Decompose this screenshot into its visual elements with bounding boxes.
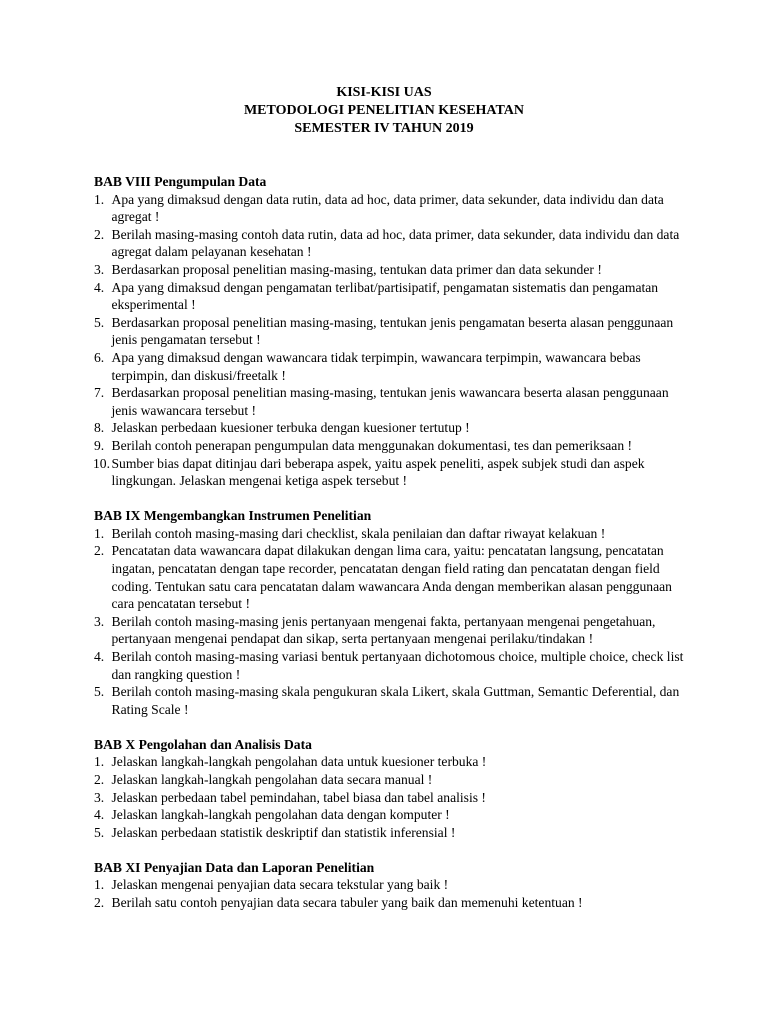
question-item xyxy=(94,349,684,384)
question-number: 3. xyxy=(94,789,105,805)
section xyxy=(94,859,684,912)
question-item xyxy=(94,314,684,349)
section-heading: BAB XI Penyajian Data dan Laporan Penelitian xyxy=(94,859,375,875)
question-item xyxy=(94,542,684,612)
question-item xyxy=(94,226,684,261)
question-number: 2. xyxy=(94,895,105,911)
question-item xyxy=(94,613,684,648)
question-number: 8. xyxy=(94,420,105,436)
question-item xyxy=(94,876,684,894)
question-number: 1. xyxy=(94,754,105,770)
question-list xyxy=(94,525,684,719)
question-number: 1. xyxy=(94,877,105,893)
question-number: 6. xyxy=(94,349,105,365)
question-item xyxy=(94,191,684,226)
question-text: Jelaskan perbedaan kuesioner terbuka dengan kuesioner tertutup ! xyxy=(111,420,470,436)
question-item xyxy=(94,525,684,543)
question-item xyxy=(94,806,684,824)
question-text: Apa yang dimaksud dengan pengamatan terlibat/partisipatif, pengamatan sistematis dan pengamatan eksperimental ! xyxy=(111,279,659,313)
question-number: 2. xyxy=(94,772,105,787)
question-text: Jelaskan perbedaan statistik deskriptif dan statistik inferensial ! xyxy=(111,824,456,840)
section-heading: BAB X Pengolahan dan Analisis Data xyxy=(94,736,312,752)
question-item xyxy=(94,789,684,807)
question-list xyxy=(94,753,684,841)
question-number: 3. xyxy=(94,613,105,629)
question-text: Berilah contoh masing-masing skala pengukuran skala Likert, skala Guttman, Semantic Deferential, dan Rating Scale ! xyxy=(111,684,680,717)
question-number: 3. xyxy=(94,261,105,277)
question-text: Berilah contoh masing-masing jenis pertanyaan mengenai fakta, pertanyaan mengenai pengetahuan, pertanyaan mengenai pendapat dan sikap, serta pertanyaan mengenai perilaku/tindakan ! xyxy=(111,613,656,647)
question-text: Berdasarkan proposal penelitian masing-masing, tentukan data primer dan data sekunder ! xyxy=(111,261,602,277)
question-item xyxy=(94,279,684,314)
question-text: Berdasarkan proposal penelitian masing-masing, tentukan jenis wawancara beserta alasan penggunaan jenis wawancara tersebut ! xyxy=(111,385,669,418)
question-item xyxy=(94,437,684,455)
question-text: Berilah contoh masing-masing variasi bentuk pertanyaan dichotomous choice, multiple choice, check list dan rangking question ! xyxy=(111,648,684,682)
section xyxy=(94,173,684,490)
question-text: Sumber bias dapat ditinjau dari beberapa aspek, yaitu aspek peneliti, aspek subjek studi dan aspek lingkungan. Jelaskan mengenai ketiga aspek tersebut ! xyxy=(111,455,645,489)
question-text: Berilah contoh penerapan pengumpulan data menggunakan dokumentasi, tes dan pemeriksaan ! xyxy=(111,437,633,453)
question-item xyxy=(94,894,684,912)
section-heading: BAB IX Mengembangkan Instrumen Penelitian xyxy=(94,508,372,524)
question-item xyxy=(94,648,684,683)
question-text: Berdasarkan proposal penelitian masing-masing, tentukan jenis pengamatan beserta alasan penggunaan jenis pengamatan tersebut ! xyxy=(111,314,674,348)
question-item xyxy=(94,261,684,279)
question-number: 9. xyxy=(94,437,105,453)
question-list xyxy=(94,191,684,490)
question-item xyxy=(94,455,684,490)
document-body xyxy=(94,173,684,929)
question-text: Berilah contoh masing-masing dari checklist, skala penilaian dan daftar riwayat kelakuan ! xyxy=(111,525,606,541)
question-item xyxy=(94,384,684,419)
title-line-2: METODOLOGI PENELITIAN KESEHATAN xyxy=(243,103,525,118)
section-heading: BAB VIII Pengumpulan Data xyxy=(94,174,267,189)
question-text: Apa yang dimaksud dengan data rutin, data ad hoc, data primer, data sekunder, data individu dan data agregat ! xyxy=(111,191,664,225)
section xyxy=(94,736,684,842)
question-number: 5. xyxy=(94,684,105,700)
question-text: Apa yang dimaksud dengan wawancara tidak terpimpin, wawancara terpimpin, wawancara bebas terpimpin, dan diskusi/freetalk ! xyxy=(111,349,641,383)
question-number: 7. xyxy=(94,385,105,401)
section xyxy=(94,507,684,718)
question-text: Jelaskan langkah-langkah pengolahan data dengan komputer ! xyxy=(111,807,450,823)
question-number: 5. xyxy=(94,314,105,330)
question-list xyxy=(94,876,684,911)
document-title xyxy=(0,84,768,138)
question-item xyxy=(94,771,684,789)
question-number: 1. xyxy=(94,191,105,207)
title-line-1: KISI-KISI UAS xyxy=(336,85,432,100)
question-number: 2. xyxy=(94,543,105,559)
question-number: 1. xyxy=(94,525,105,541)
question-text: Berilah satu contoh penyajian data secara tabuler yang baik dan memenuhi ketentuan ! xyxy=(111,895,583,911)
question-number: 2. xyxy=(94,226,105,242)
question-number: 4. xyxy=(94,807,105,823)
question-text: Berilah masing-masing contoh data rutin, data ad hoc, data primer, data sekunder, data individu dan data agregat dalam pelayanan kesehatan ! xyxy=(111,226,680,260)
question-number: 5. xyxy=(94,824,105,840)
question-text: Jelaskan langkah-langkah pengolahan data untuk kuesioner terbuka ! xyxy=(111,754,487,770)
question-text: Jelaskan langkah-langkah pengolahan data secara manual ! xyxy=(111,772,433,787)
question-item xyxy=(94,824,684,842)
question-item xyxy=(94,683,684,718)
question-text: Jelaskan perbedaan tabel pemindahan, tabel biasa dan tabel analisis ! xyxy=(111,789,486,805)
question-number: 10. xyxy=(93,455,110,471)
question-number: 4. xyxy=(94,279,105,295)
title-line-3: SEMESTER IV TAHUN 2019 xyxy=(294,121,474,136)
question-item xyxy=(94,419,684,437)
question-text: Pencatatan data wawancara dapat dilakukan dengan lima cara, yaitu: pencatatan langsung, pencatatan ingatan, pencatatan dengan tape recorder, pencatatan dengan field rating dan pencatatan dengan field coding. Tentukan satu cara pencatatan dalam wawancara Anda dengan memberikan alasan penggunaan cara pencatatan tersebut ! xyxy=(111,543,672,612)
question-text: Jelaskan mengenai penyajian data secara tekstular yang baik ! xyxy=(111,877,449,893)
question-number: 4. xyxy=(94,648,105,664)
question-item xyxy=(94,753,684,771)
